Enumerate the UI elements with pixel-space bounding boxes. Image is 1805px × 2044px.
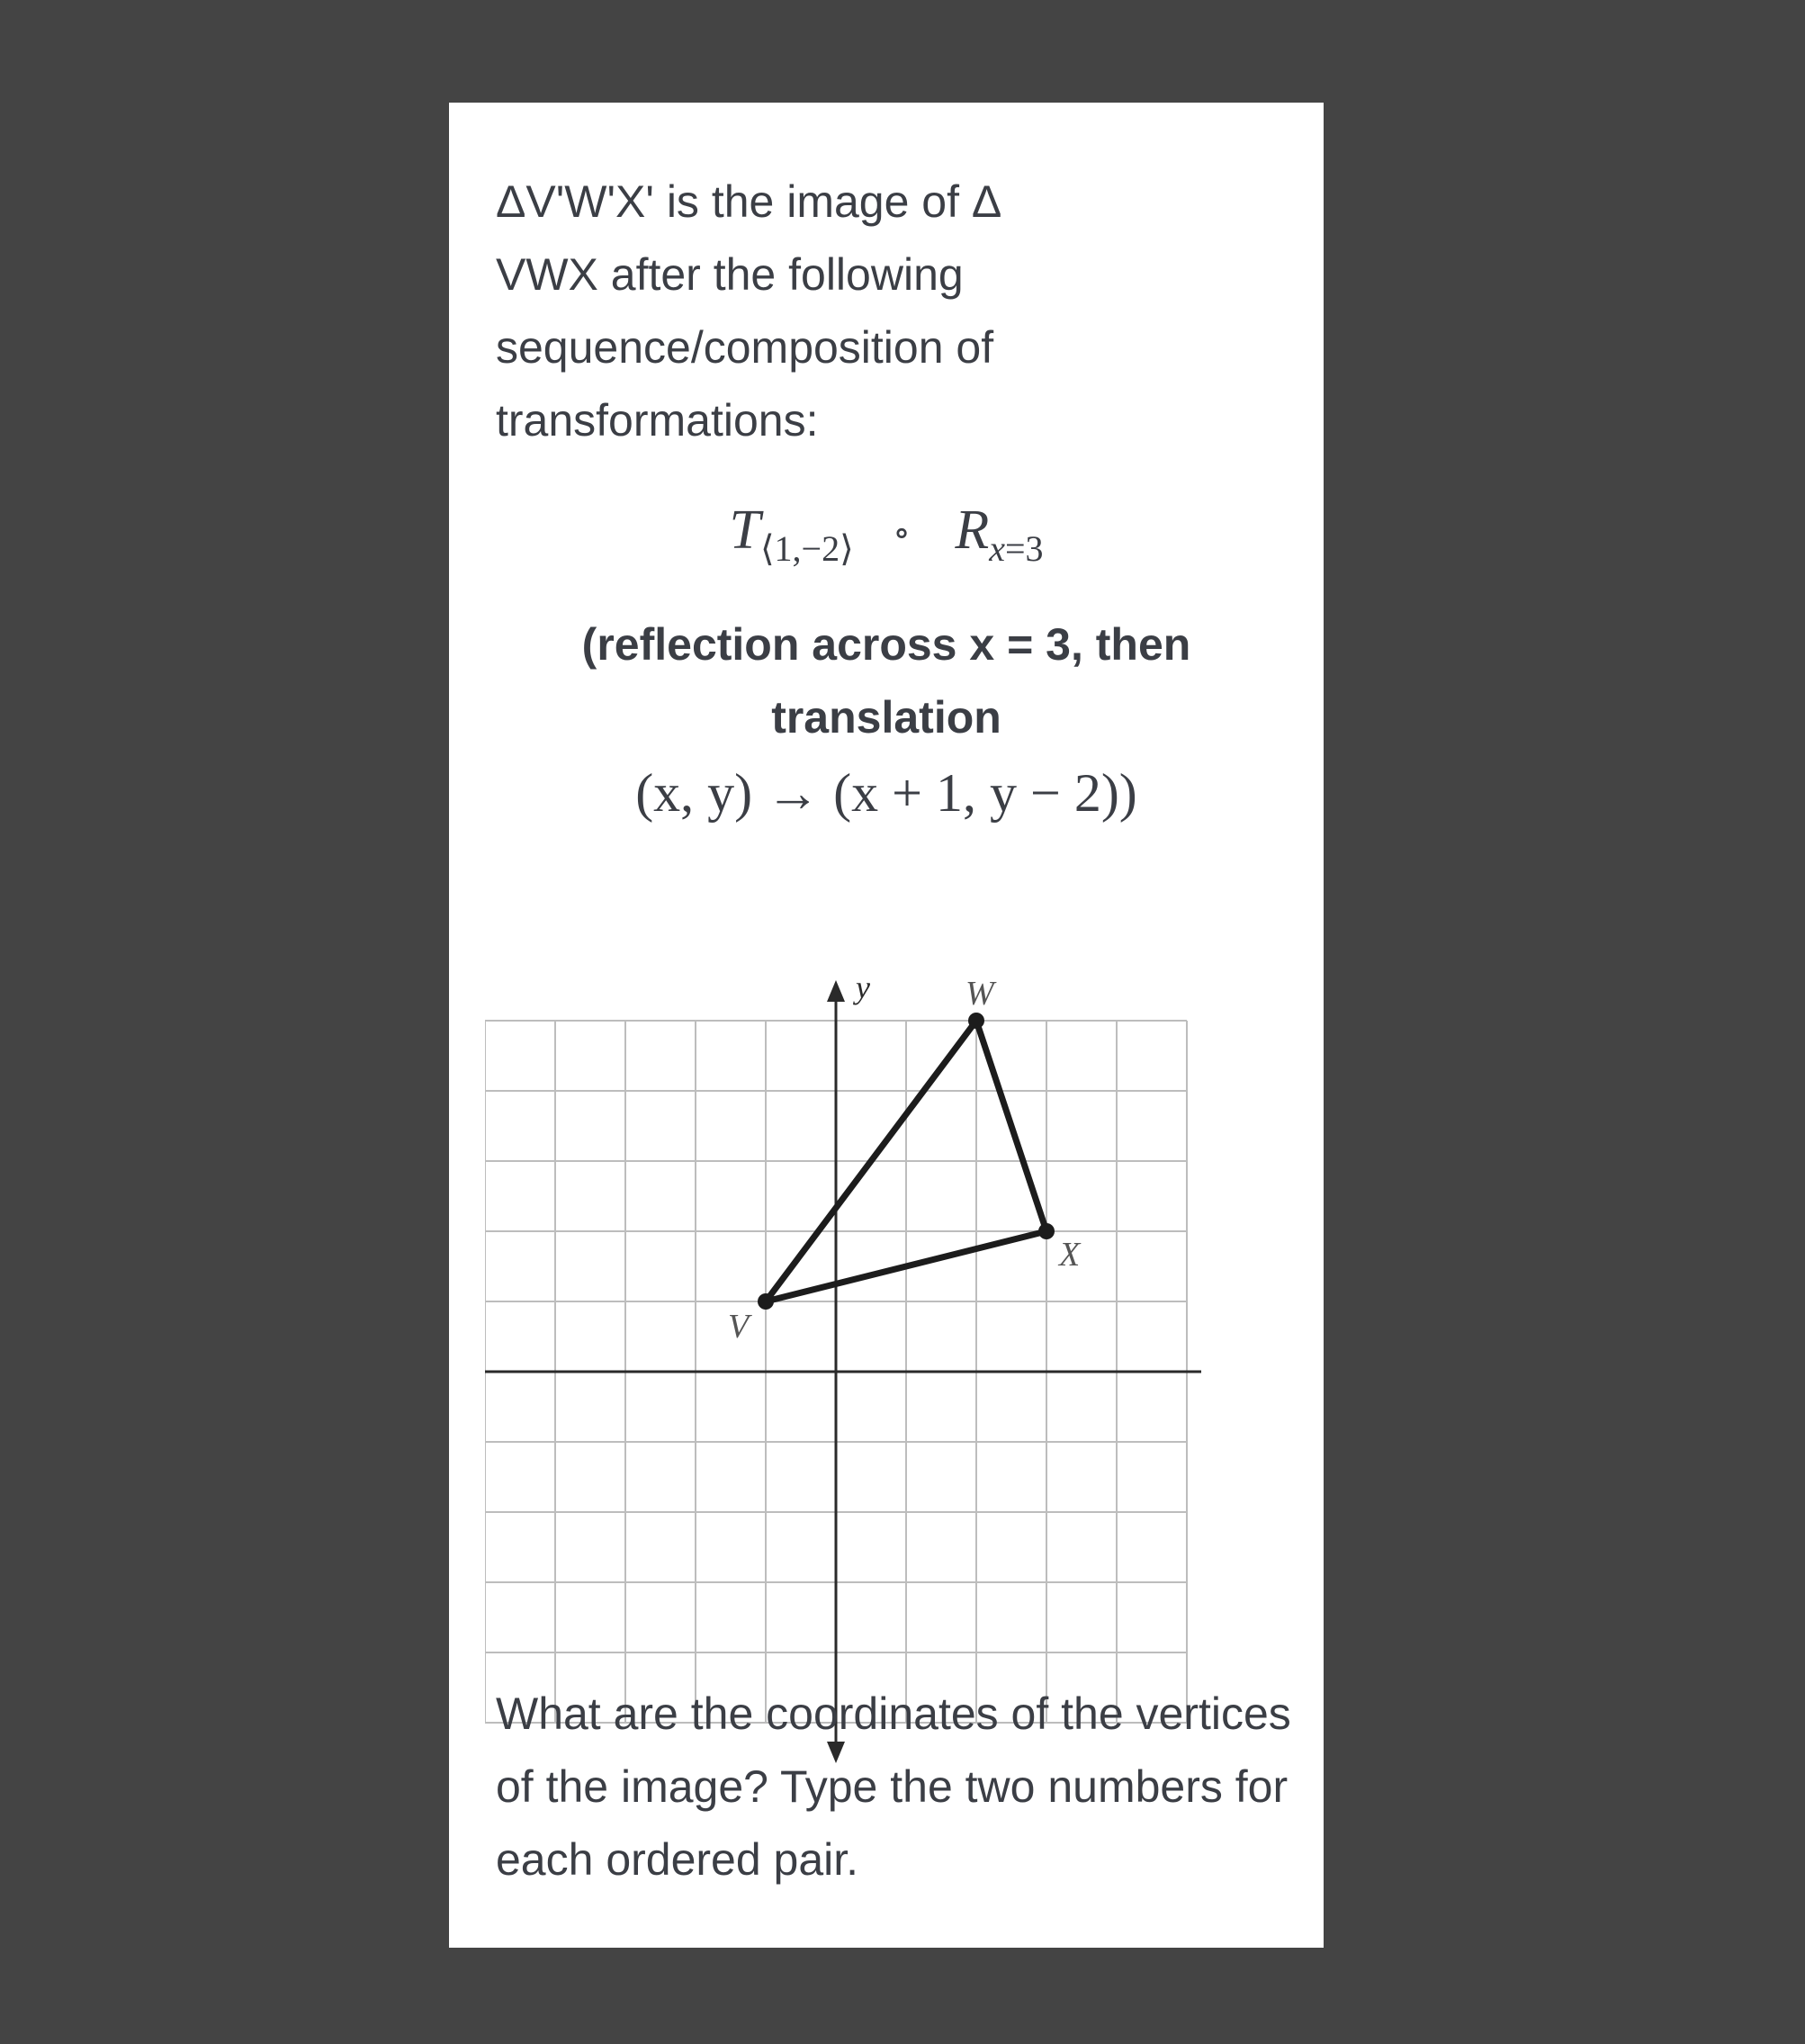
reflection-subscript: [989, 528, 1043, 569]
compose-symbol: ∘: [893, 512, 911, 553]
reflection-subscript-rest: =3: [1004, 528, 1044, 569]
question-card: [449, 103, 1324, 1948]
translation-symbol: T: [729, 500, 760, 561]
transformation-explanation: [449, 608, 1324, 754]
label-layer: [728, 969, 1082, 1346]
explanation-line-1: (reflection across x = 3, then: [581, 619, 1191, 670]
reflection-symbol: R: [955, 500, 990, 561]
y-axis-label: y: [856, 969, 870, 1005]
vertex-label-x: X: [1059, 1236, 1081, 1274]
vertex-point-w: [968, 1013, 984, 1029]
explanation-line-2: translation: [771, 692, 1001, 743]
coordinate-graph: [485, 859, 1295, 1795]
vertex-point-v: [758, 1293, 774, 1310]
question-text: What are the coordinates of the vertices of the image? Type the two numbers for each ordered pair.: [496, 1688, 1291, 1885]
translation-subscript: ⟨1,−2⟩: [759, 528, 854, 569]
axes: [485, 980, 1201, 1763]
y-axis-arrow-up: [827, 980, 845, 1002]
vertex-label-v: V: [728, 1308, 750, 1346]
reflection-subscript-var: x: [989, 528, 1005, 569]
transformation-formula: [449, 499, 1324, 569]
vertex-point-x: [1038, 1223, 1055, 1239]
translation-mapping: (x, y) → (x + 1, y − 2)): [635, 763, 1137, 823]
vertex-label-w: W: [965, 975, 994, 1013]
problem-intro: ΔV'W'X' is the image of Δ VWX after the following sequence/composition of transformations:: [496, 176, 1000, 446]
